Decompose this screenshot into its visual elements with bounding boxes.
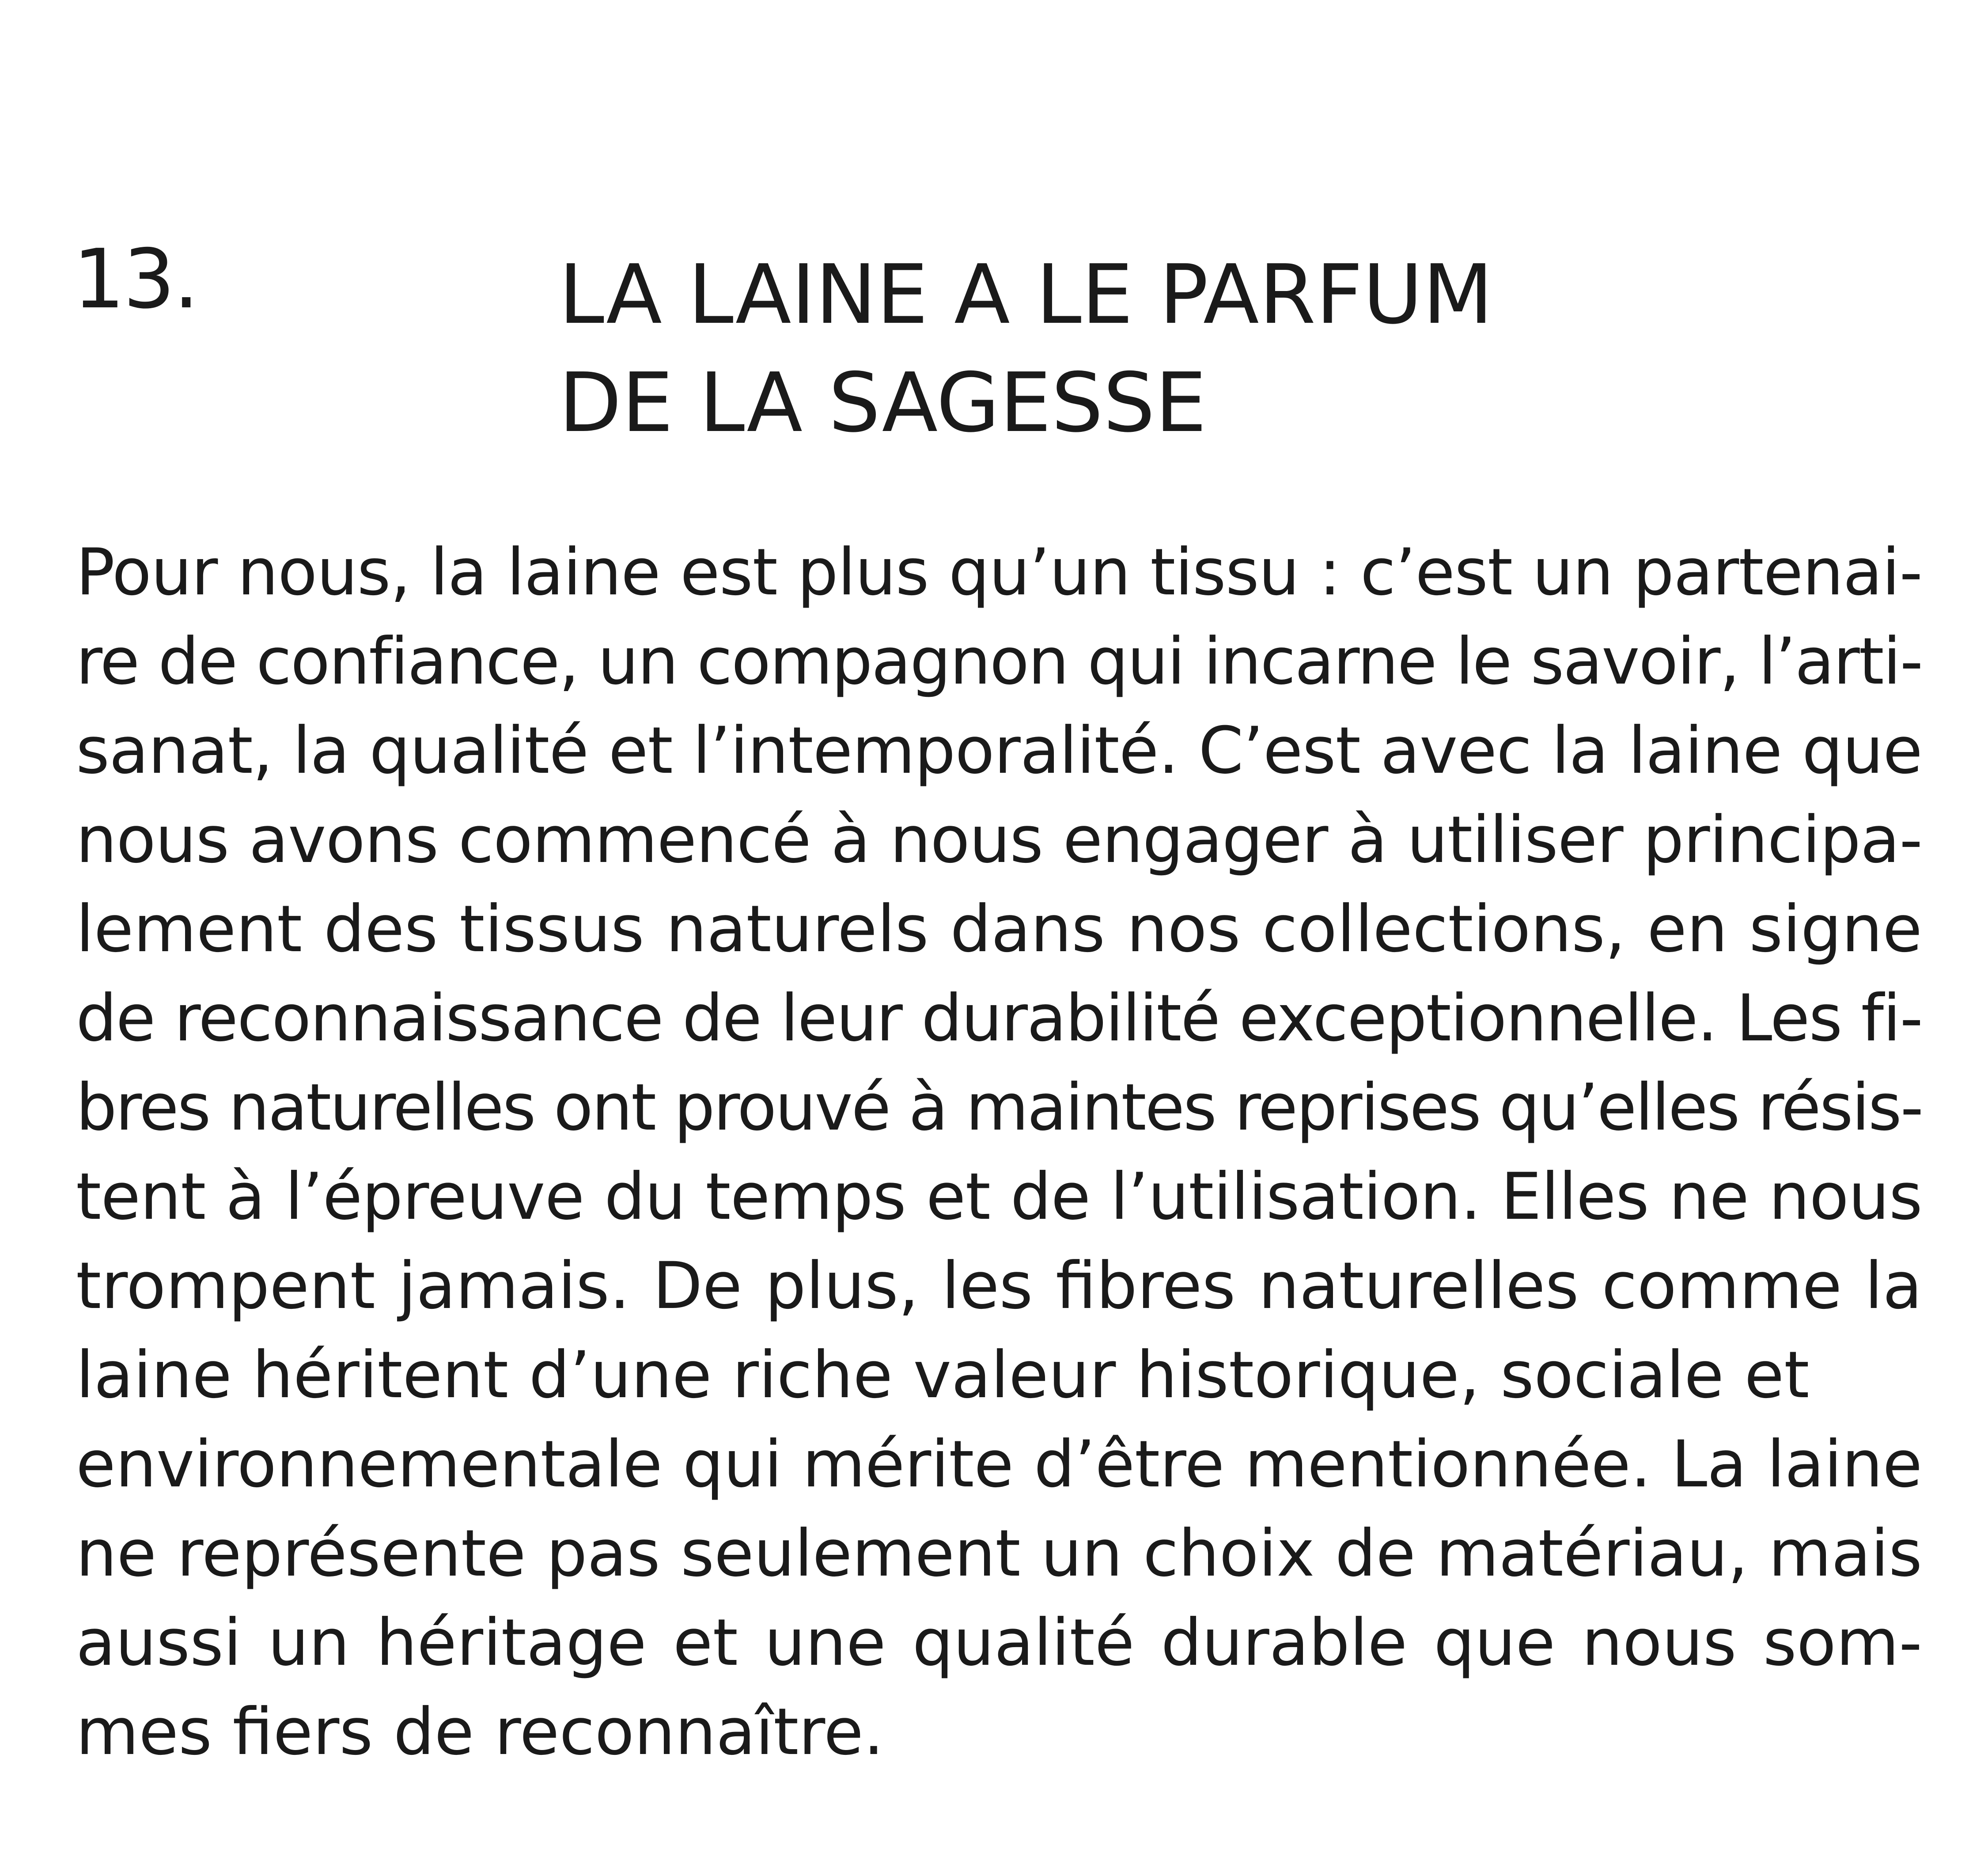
- section-title: [559, 241, 1751, 457]
- body-line: re de confiance, un compagnon qui incarne le savoir, l’arti-: [76, 624, 1923, 699]
- section-number: 13.: [73, 231, 198, 327]
- body-line: sanat, la qualité et l’intemporalité. C’est avec la laine que: [76, 713, 1922, 788]
- body-line: de reconnaissance de leur durabilité exceptionnelle. Les fi-: [76, 981, 1922, 1056]
- body-line: trompent jamais. De plus, les fibres naturelles comme la: [76, 1248, 1922, 1323]
- body-line: bres naturelles ont prouvé à maintes reprises qu’elles résis-: [76, 1070, 1922, 1145]
- body-line: tent à l’épreuve du temps et de l’utilisation. Elles ne nous: [76, 1159, 1922, 1234]
- body-line: nous avons commencé à nous engager à utiliser principa-: [76, 802, 1922, 877]
- section-title-line-1: LA LAINE A LE PARFUM: [559, 247, 1493, 342]
- body-line: lement des tissus naturels dans nos collections, en signe: [76, 892, 1922, 967]
- body-line: Pour nous, la laine est plus qu’un tissu : c’est un partenai-: [76, 535, 1922, 610]
- body-line: environnementale qui mérite d’être mentionnée. La laine: [76, 1427, 1922, 1502]
- body-line: ne représente pas seulement un choix de matériau, mais: [76, 1516, 1922, 1591]
- section-title-line-2: DE LA SAGESSE: [559, 355, 1207, 450]
- body-line: mes fiers de reconnaître.: [76, 1694, 884, 1769]
- body-paragraph: [76, 528, 1922, 1777]
- body-line: laine héritent d’une riche valeur historique, sociale et: [76, 1338, 1810, 1413]
- body-line: aussi un héritage et une qualité durable que nous som-: [76, 1605, 1922, 1680]
